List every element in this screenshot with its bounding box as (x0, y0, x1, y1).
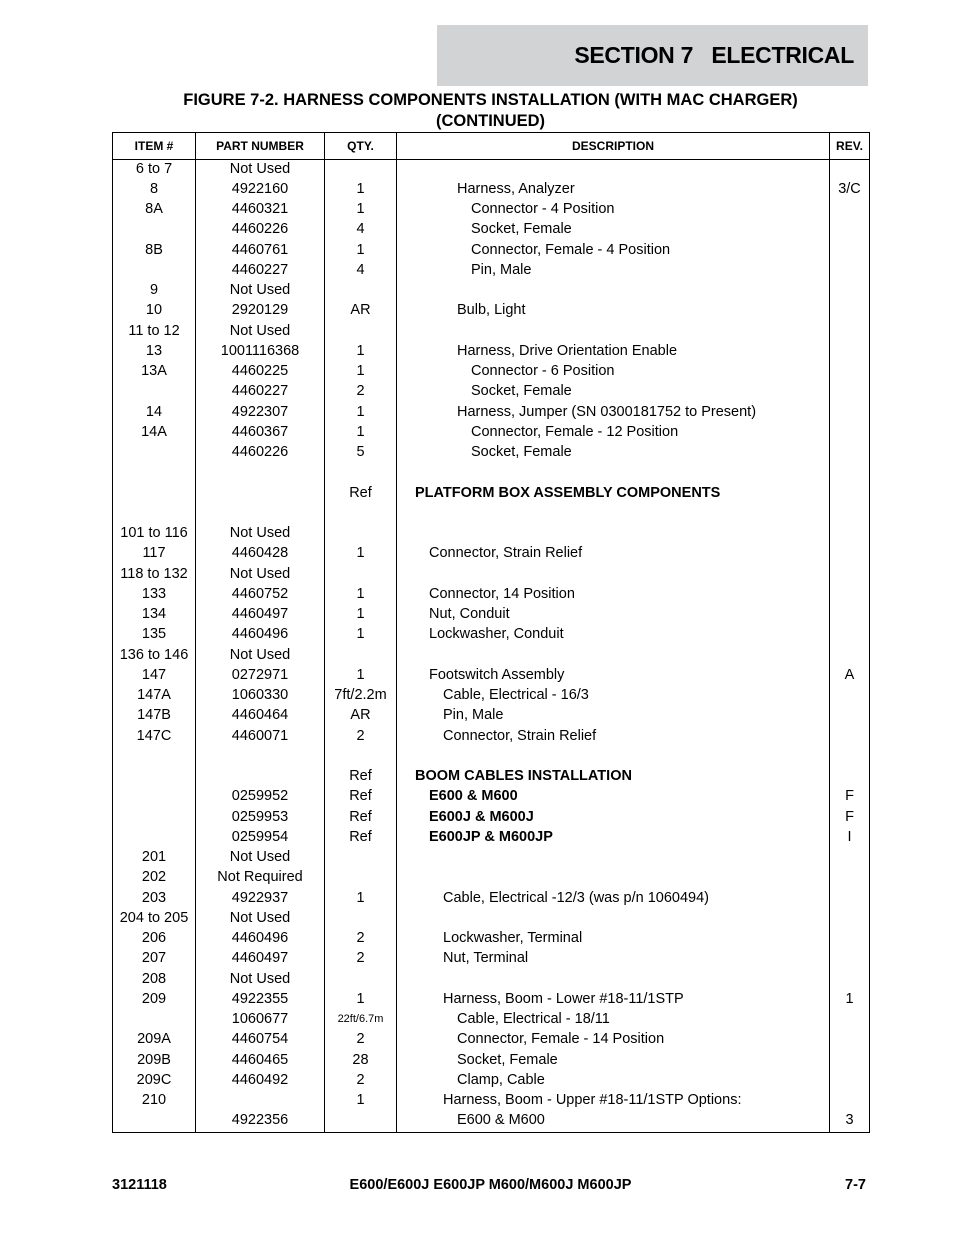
quantity: 1 (356, 1092, 365, 1108)
table-row (113, 240, 869, 260)
item-number: 136 to 146 (119, 646, 189, 663)
table-row (113, 867, 869, 887)
description: Cable, Electrical -12/3 (was p/n 1060494) (443, 889, 709, 906)
item-number: 13A (141, 363, 167, 379)
part-number: 1001116368 (220, 342, 300, 359)
description: Pin, Male (471, 261, 532, 278)
footer-doc-number: 3121118 (112, 1177, 167, 1193)
table-row (113, 442, 869, 462)
table-row (113, 1009, 869, 1029)
description: Harness, Analyzer (457, 180, 575, 197)
part-number: 4460321 (231, 201, 289, 217)
part-number: Not Used (229, 646, 291, 663)
table-row (113, 888, 869, 908)
part-number: 4460071 (231, 727, 289, 744)
table-row (113, 1070, 869, 1090)
quantity: 1 (356, 626, 365, 643)
description: BOOM CABLES INSTALLATION (415, 768, 632, 784)
table-row (113, 685, 869, 705)
part-number: 4922160 (231, 180, 289, 197)
table-row (113, 402, 869, 422)
description: Socket, Female (457, 1051, 558, 1068)
item-number: 6 to 7 (135, 160, 173, 177)
quantity: 1 (356, 403, 365, 420)
description: Lockwasher, Terminal (443, 930, 583, 946)
quantity: 28 (352, 1051, 369, 1068)
table-row (113, 564, 869, 584)
table-row (113, 989, 869, 1009)
table-row (113, 624, 869, 644)
part-number: 4460497 (231, 606, 289, 622)
item-number: 201 (141, 849, 167, 865)
quantity: 1 (356, 201, 365, 217)
item-number: 10 (145, 302, 163, 319)
table-row (113, 543, 869, 563)
item-number: 147C (136, 727, 172, 744)
table-row (113, 260, 869, 280)
item-number: 8A (145, 201, 163, 217)
part-number: 4460226 (231, 221, 289, 238)
item-number: 14A (141, 423, 167, 440)
description: PLATFORM BOX ASSEMBLY COMPONENTS (415, 484, 721, 501)
description: Socket, Female (471, 221, 572, 238)
part-number: 4460428 (231, 545, 289, 562)
part-number: 0259952 (231, 788, 289, 805)
table-row (113, 1029, 869, 1049)
header-rev: REV. (836, 139, 863, 153)
section-title: SECTION 7 ELECTRICAL (437, 25, 868, 86)
description: Harness, Jumper (SN 0300181752 to Present) (457, 403, 757, 420)
part-number: Not Used (229, 525, 291, 541)
description: E600JP & M600JP (429, 828, 553, 845)
part-number: 2920129 (231, 302, 289, 319)
part-number: Not Used (229, 849, 291, 865)
item-number: 147 (141, 666, 167, 683)
table-row (113, 361, 869, 381)
part-number: 4922355 (231, 990, 289, 1007)
part-number: 4460227 (231, 383, 289, 400)
table-row (113, 523, 869, 543)
item-number: 209 (141, 990, 167, 1007)
item-number: 210 (141, 1092, 167, 1108)
figure-title (112, 90, 869, 132)
parts-table (112, 132, 870, 1133)
revision: 3 (845, 1112, 854, 1129)
table-row (113, 300, 869, 320)
item-number: 209A (137, 1031, 171, 1048)
quantity: 1 (356, 990, 365, 1007)
item-number: 207 (141, 950, 167, 967)
part-number: Not Used (229, 909, 291, 926)
part-number: 1060677 (231, 1011, 289, 1027)
table-row (113, 665, 869, 685)
item-number: 147A (137, 687, 171, 703)
description: Socket, Female (471, 444, 572, 460)
table-row (113, 807, 869, 827)
item-number: 209B (137, 1051, 171, 1068)
part-number: 4460761 (231, 241, 289, 258)
table-row (113, 726, 869, 746)
table-row (113, 483, 869, 503)
part-number: Not Used (229, 282, 291, 298)
quantity: 2 (356, 1071, 365, 1088)
revision: F (845, 788, 854, 805)
item-number: 9 (149, 282, 159, 298)
quantity: 2 (356, 383, 365, 400)
description: Connector - 4 Position (471, 201, 615, 217)
item-number: 203 (141, 889, 167, 906)
quantity: 4 (356, 261, 365, 278)
description: Connector, Female - 12 Position (471, 423, 679, 440)
part-number: 4922937 (231, 889, 289, 906)
quantity: Ref (349, 828, 372, 845)
header-part-number: PART NUMBER (216, 139, 304, 153)
table-row (113, 219, 869, 239)
description: Footswitch Assembly (429, 666, 565, 683)
figure-title-line2: (CONTINUED) (435, 112, 546, 130)
part-number: 4460367 (231, 423, 289, 440)
table-row (113, 1090, 869, 1110)
quantity: 1 (356, 342, 365, 359)
item-number: 135 (141, 626, 167, 643)
item-number: 8 (149, 180, 159, 197)
description: Connector, Strain Relief (443, 727, 597, 744)
part-number: Not Used (229, 160, 291, 177)
part-number: 4460496 (231, 930, 289, 946)
item-number: 204 to 205 (119, 909, 189, 926)
quantity: AR (350, 302, 371, 319)
table-row (113, 766, 869, 786)
table-row (113, 827, 869, 847)
quantity: Ref (349, 808, 372, 825)
item-number: 118 to 132 (120, 565, 188, 582)
part-number: 4460465 (231, 1051, 289, 1068)
description: Socket, Female (471, 383, 572, 400)
table-row (113, 341, 869, 361)
description: E600 & M600 (429, 788, 518, 805)
item-number: 147B (137, 707, 171, 724)
description: Pin, Male (443, 707, 504, 724)
description: Harness, Boom - Lower #18-11/1STP (443, 990, 684, 1007)
quantity: 2 (356, 950, 365, 967)
footer-models: E600/E600J E600JP M600/M600J M600JP (349, 1177, 632, 1193)
part-number: 4460496 (231, 626, 289, 643)
quantity: Ref (349, 768, 372, 784)
item-number: 101 to 116 (120, 525, 188, 541)
table-row (113, 321, 869, 341)
quantity: 1 (356, 889, 365, 906)
table-row (113, 1110, 869, 1130)
description: Connector, Female - 4 Position (471, 241, 671, 258)
description: Lockwasher, Conduit (429, 626, 564, 643)
header-qty: QTY. (347, 139, 374, 153)
part-number: Not Used (229, 565, 291, 582)
item-number: 206 (141, 930, 167, 946)
revision: 1 (845, 990, 854, 1007)
table-row (113, 1050, 869, 1070)
description: Nut, Terminal (443, 950, 529, 967)
quantity: 5 (356, 444, 365, 460)
part-number: 4922356 (231, 1112, 289, 1129)
item-number: 134 (141, 606, 167, 622)
part-number: 4460497 (231, 950, 289, 967)
header-item: ITEM # (134, 139, 174, 153)
quantity: Ref (349, 788, 372, 805)
item-number: 14 (145, 403, 163, 420)
table-row (113, 503, 869, 523)
item-number: 209C (136, 1071, 172, 1088)
description: Cable, Electrical - 18/11 (457, 1011, 610, 1027)
quantity: Ref (349, 484, 372, 501)
part-number: 0259954 (231, 828, 289, 845)
quantity: 1 (356, 423, 365, 440)
part-number: 0272971 (231, 666, 289, 683)
table-row (113, 381, 869, 401)
header-description: DESCRIPTION (571, 139, 654, 153)
table-row (113, 847, 869, 867)
item-number: 11 to 12 (128, 322, 180, 339)
quantity: 22ft/6.7m (337, 1013, 384, 1025)
description: Bulb, Light (457, 302, 526, 319)
quantity: 4 (356, 221, 365, 238)
revision: F (845, 808, 854, 825)
description: E600 & M600 (457, 1112, 545, 1129)
table-row (113, 604, 869, 624)
table-row (113, 179, 869, 199)
table-row (113, 199, 869, 219)
part-number: Not Used (229, 322, 291, 339)
description: Connector, 14 Position (429, 585, 575, 602)
description: Cable, Electrical - 16/3 (443, 687, 589, 703)
table-row (113, 786, 869, 806)
item-number: 208 (141, 970, 167, 987)
description: Harness, Drive Orientation Enable (457, 342, 678, 359)
quantity: 1 (356, 180, 365, 197)
figure-title-line1: FIGURE 7-2. HARNESS COMPONENTS INSTALLATION (WITH MAC CHARGER) (183, 91, 798, 109)
table-row (113, 908, 869, 928)
item-number: 133 (141, 585, 167, 602)
table-row (113, 280, 869, 300)
table-row (113, 928, 869, 948)
quantity: 1 (356, 363, 365, 379)
item-number: 117 (142, 545, 166, 562)
table-row (113, 462, 869, 482)
revision: I (847, 828, 852, 845)
part-number: 4460225 (231, 363, 289, 379)
table-row (113, 584, 869, 604)
table-row (113, 969, 869, 989)
item-number: 202 (141, 869, 167, 886)
revision: 3/C (838, 180, 861, 197)
quantity: 1 (356, 585, 365, 602)
description: Nut, Conduit (429, 606, 510, 622)
description: Harness, Boom - Upper #18-11/1STP Options: (443, 1092, 742, 1108)
table-row (113, 159, 869, 179)
table-row (113, 422, 869, 442)
quantity: AR (350, 707, 371, 724)
description: Connector, Female - 14 Position (457, 1031, 665, 1048)
item-number: 13 (145, 342, 163, 359)
part-number: Not Required (217, 869, 303, 886)
part-number: 4922307 (231, 403, 289, 420)
part-number: 4460464 (231, 707, 289, 724)
description: Connector, Strain Relief (429, 545, 583, 562)
item-number: 8B (145, 241, 163, 258)
quantity: 1 (356, 545, 365, 562)
part-number: 4460227 (231, 261, 289, 278)
part-number: Not Used (229, 970, 291, 987)
part-number: 4460754 (231, 1031, 289, 1048)
quantity: 1 (356, 241, 365, 258)
part-number: 4460752 (231, 585, 289, 602)
table-row (113, 948, 869, 968)
part-number: 0259953 (231, 808, 289, 825)
quantity: 2 (356, 930, 365, 946)
quantity: 1 (356, 666, 365, 683)
quantity: 2 (356, 727, 365, 744)
revision: A (844, 666, 855, 683)
description: Clamp, Cable (457, 1071, 545, 1088)
description: E600J & M600J (429, 808, 534, 825)
table-row (113, 746, 869, 766)
part-number: 4460492 (231, 1071, 289, 1088)
quantity: 7ft/2.2m (334, 687, 387, 703)
table-row (113, 705, 869, 725)
part-number: 1060330 (231, 687, 289, 703)
table-row (113, 645, 869, 665)
quantity: 1 (356, 606, 365, 622)
footer-page-number: 7-7 (845, 1177, 866, 1193)
description: Connector - 6 Position (471, 363, 615, 379)
part-number: 4460226 (231, 444, 289, 460)
quantity: 2 (356, 1031, 365, 1048)
